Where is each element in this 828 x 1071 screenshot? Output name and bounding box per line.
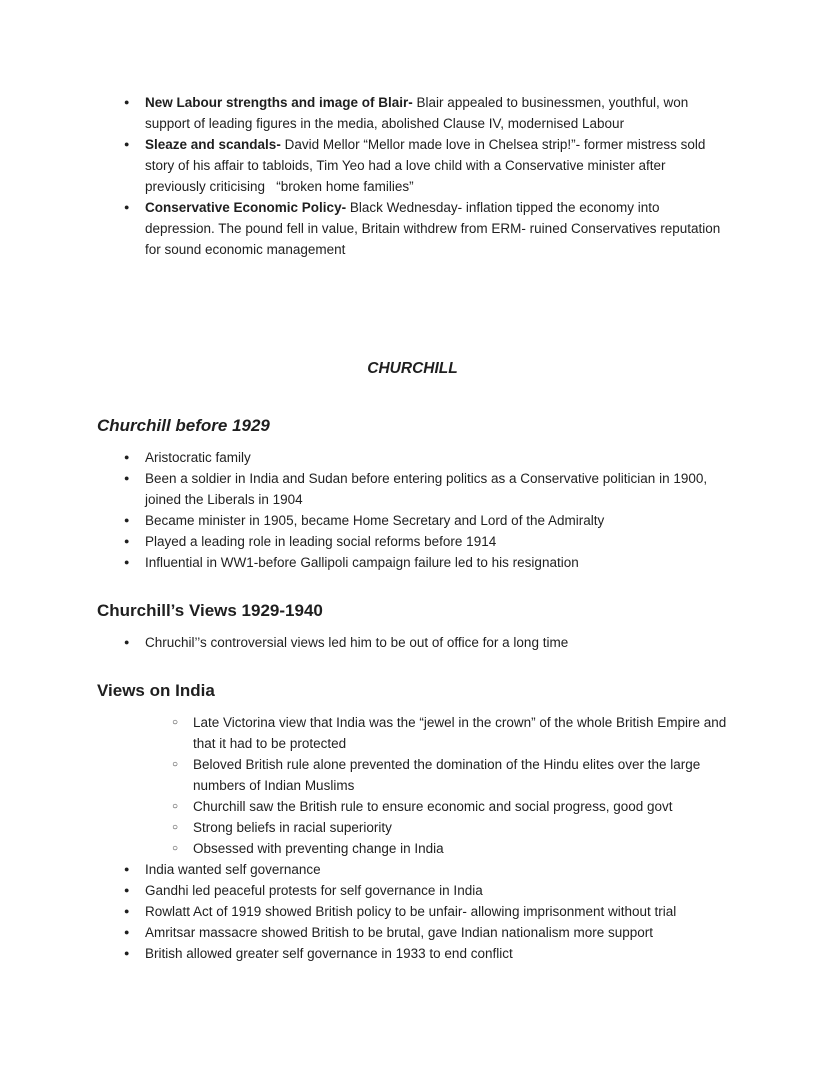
list-item-text	[145, 197, 728, 260]
section-sub-bullet-list	[97, 712, 728, 859]
list-item-text: British allowed greater self governance in 1933 to end conflict	[145, 946, 513, 961]
list-item	[97, 92, 728, 134]
list-item-text: Influential in WW1-before Gallipoli campaign failure led to his resignation	[145, 555, 579, 570]
list-item-text: Became minister in 1905, became Home Secretary and Lord of the Admiralty	[145, 513, 605, 528]
bullet-filled-icon: ●	[124, 97, 130, 107]
bullet-hollow-icon: ○	[172, 822, 179, 833]
bullet-filled-icon: ●	[124, 906, 130, 916]
bullet-filled-icon: ●	[124, 473, 130, 483]
list-item-text: Played a leading role in leading social reforms before 1914	[145, 534, 497, 549]
list-item-text: Strong beliefs in racial superiority	[193, 820, 392, 835]
section-heading-churchill-before-1929: Churchill before 1929	[97, 416, 270, 435]
list-item	[97, 712, 728, 754]
list-item	[97, 817, 728, 838]
list-item	[97, 468, 728, 510]
list-item-rest: Black Wednesday- inflation tipped the economy into depression. The pound fell in value, Britain withdrew from ERM- ruined Conservatives reputation for sound economic management	[145, 200, 721, 257]
bullet-filled-icon: ●	[124, 139, 130, 149]
list-item	[97, 447, 728, 468]
list-item-text: Chruchil’’s controversial views led him to be out of office for a long time	[145, 635, 569, 650]
list-item	[97, 510, 728, 531]
list-item-text: Aristocratic family	[145, 450, 251, 465]
list-item-rest: Blair appealed to businessmen, youthful, won support of leading figures in the media, abolished Clause IV, modernised Labour	[145, 95, 689, 131]
list-item-text	[145, 92, 728, 134]
list-item	[97, 880, 728, 901]
section-bullet-list	[97, 447, 728, 573]
list-item	[97, 531, 728, 552]
bullet-hollow-icon: ○	[172, 801, 179, 812]
section-heading-views-on-india: Views on India	[97, 681, 215, 700]
list-item-text: Late Victorina view that India was the “jewel in the crown” of the whole British Empire and that it had to be protected	[193, 715, 727, 751]
list-item	[97, 796, 728, 817]
list-item	[97, 552, 728, 573]
bullet-filled-icon: ●	[124, 536, 130, 546]
bullet-filled-icon: ●	[124, 637, 130, 647]
list-item	[97, 134, 728, 197]
bullet-filled-icon: ●	[124, 452, 130, 462]
bullet-hollow-icon: ○	[172, 759, 179, 770]
bullet-filled-icon: ●	[124, 927, 130, 937]
list-item	[97, 838, 728, 859]
list-item-text: Rowlatt Act of 1919 showed British policy to be unfair- allowing imprisonment without trial	[145, 904, 677, 919]
list-item-text: Churchill saw the British rule to ensure economic and social progress, good govt	[193, 799, 673, 814]
bullet-filled-icon: ●	[124, 202, 130, 212]
bullet-filled-icon: ●	[124, 885, 130, 895]
bullet-filled-icon: ●	[124, 515, 130, 525]
document-title: CHURCHILL	[367, 360, 458, 377]
list-item	[97, 197, 728, 260]
bullet-filled-icon: ●	[124, 948, 130, 958]
bullet-hollow-icon: ○	[172, 843, 179, 854]
bullet-filled-icon: ●	[124, 557, 130, 567]
section-bullet-list	[97, 632, 728, 653]
top-bullet-list	[97, 92, 728, 260]
section-bullet-list	[97, 859, 728, 964]
list-item	[97, 632, 728, 653]
list-item	[97, 922, 728, 943]
list-item-lead: Sleaze and scandals-	[145, 137, 281, 152]
list-item-lead: New Labour strengths and image of Blair-	[145, 95, 413, 110]
list-item-text: India wanted self governance	[145, 862, 321, 877]
list-item	[97, 943, 728, 964]
list-item-text	[145, 134, 728, 197]
bullet-filled-icon: ●	[124, 864, 130, 874]
list-item-text: Beloved British rule alone prevented the domination of the Hindu elites over the large numbers of Indian Muslims	[193, 757, 701, 793]
list-item-lead: Conservative Economic Policy-	[145, 200, 347, 215]
list-item-text: Amritsar massacre showed British to be brutal, gave Indian nationalism more support	[145, 925, 653, 940]
list-item-text: Been a soldier in India and Sudan before entering politics as a Conservative politician in 1900, joined the Liberals in 1904	[145, 471, 708, 507]
list-item-text: Obsessed with preventing change in India	[193, 841, 444, 856]
list-item-text: Gandhi led peaceful protests for self governance in India	[145, 883, 483, 898]
bullet-hollow-icon: ○	[172, 717, 179, 728]
list-item	[97, 859, 728, 880]
list-item	[97, 754, 728, 796]
list-item-rest: David Mellor “Mellor made love in Chelsea strip!”- former mistress sold story of his affair to tabloids, Tim Yeo had a love child with a Conservative minister after previously criticising “broken home families”	[145, 137, 706, 194]
list-item	[97, 901, 728, 922]
section-heading-churchills-views: Churchill’s Views 1929-1940	[97, 601, 323, 620]
